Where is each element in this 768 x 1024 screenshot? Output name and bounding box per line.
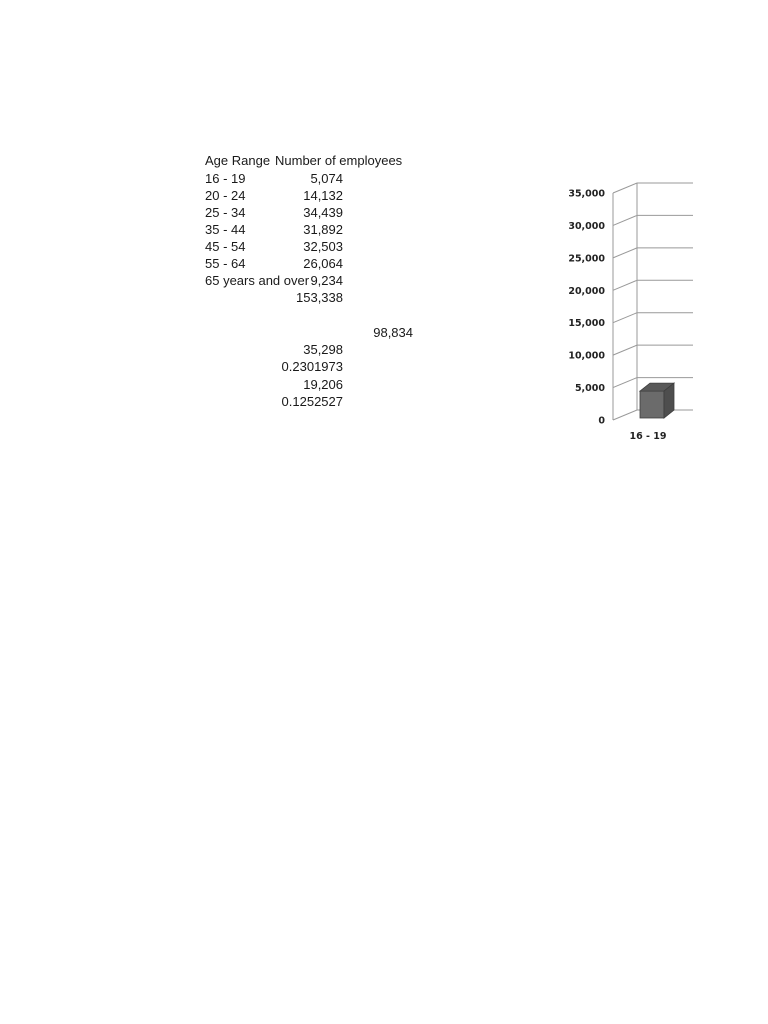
extra-value-0[interactable]: 35,298 — [303, 342, 343, 357]
y-tick-label: 5,000 — [574, 383, 605, 395]
y-tick-label: 30,000 — [568, 220, 605, 232]
gridline-depth — [613, 378, 637, 388]
extra-value-1[interactable]: 0.2301973 — [281, 359, 343, 374]
y-tick-label: 15,000 — [568, 318, 605, 330]
gridline-depth — [613, 215, 637, 225]
gridline-depth — [613, 183, 637, 193]
row-age-4[interactable]: 45 - 54 — [205, 239, 246, 254]
gridline-depth — [613, 345, 637, 355]
gridline-depth — [613, 410, 637, 420]
side-value[interactable]: 98,834 — [373, 325, 413, 340]
row-age-3[interactable]: 35 - 44 — [205, 222, 246, 237]
row-count-5[interactable]: 26,064 — [303, 256, 343, 271]
row-count-4[interactable]: 32,503 — [303, 239, 343, 254]
row-age-2[interactable]: 25 - 34 — [205, 205, 246, 220]
row-count-3[interactable]: 31,892 — [303, 222, 343, 237]
row-age-5[interactable]: 55 - 64 — [205, 256, 246, 271]
y-tick-label: 25,000 — [568, 253, 605, 265]
y-tick-label: 20,000 — [568, 285, 605, 297]
row-count-0[interactable]: 5,074 — [310, 171, 343, 186]
x-tick-label: 16 - 19 — [629, 431, 667, 442]
gridline-depth — [613, 248, 637, 258]
y-tick-label: 10,000 — [568, 350, 605, 362]
bar-chart[interactable] — [560, 170, 710, 455]
bar-chart-svg — [560, 170, 710, 455]
bar-front[interactable] — [640, 391, 664, 418]
gridline-depth — [613, 313, 637, 323]
total-count[interactable]: 153,338 — [296, 290, 343, 305]
y-tick-label: 35,000 — [568, 188, 605, 200]
row-count-1[interactable]: 14,132 — [303, 188, 343, 203]
header-number-of-employees[interactable]: Number of employees — [275, 153, 403, 168]
row-count-2[interactable]: 34,439 — [303, 205, 343, 220]
header-age-range[interactable]: Age Range — [205, 153, 271, 168]
row-count-6[interactable]: 9,234 — [310, 273, 343, 288]
extra-value-2[interactable]: 19,206 — [303, 377, 343, 392]
extra-value-3[interactable]: 0.1252527 — [281, 394, 343, 409]
gridline-depth — [613, 280, 637, 290]
y-tick-label: 0 — [598, 415, 605, 427]
row-age-6[interactable]: 65 years and over — [205, 273, 310, 288]
row-age-1[interactable]: 20 - 24 — [205, 188, 246, 203]
row-age-0[interactable]: 16 - 19 — [205, 171, 246, 186]
